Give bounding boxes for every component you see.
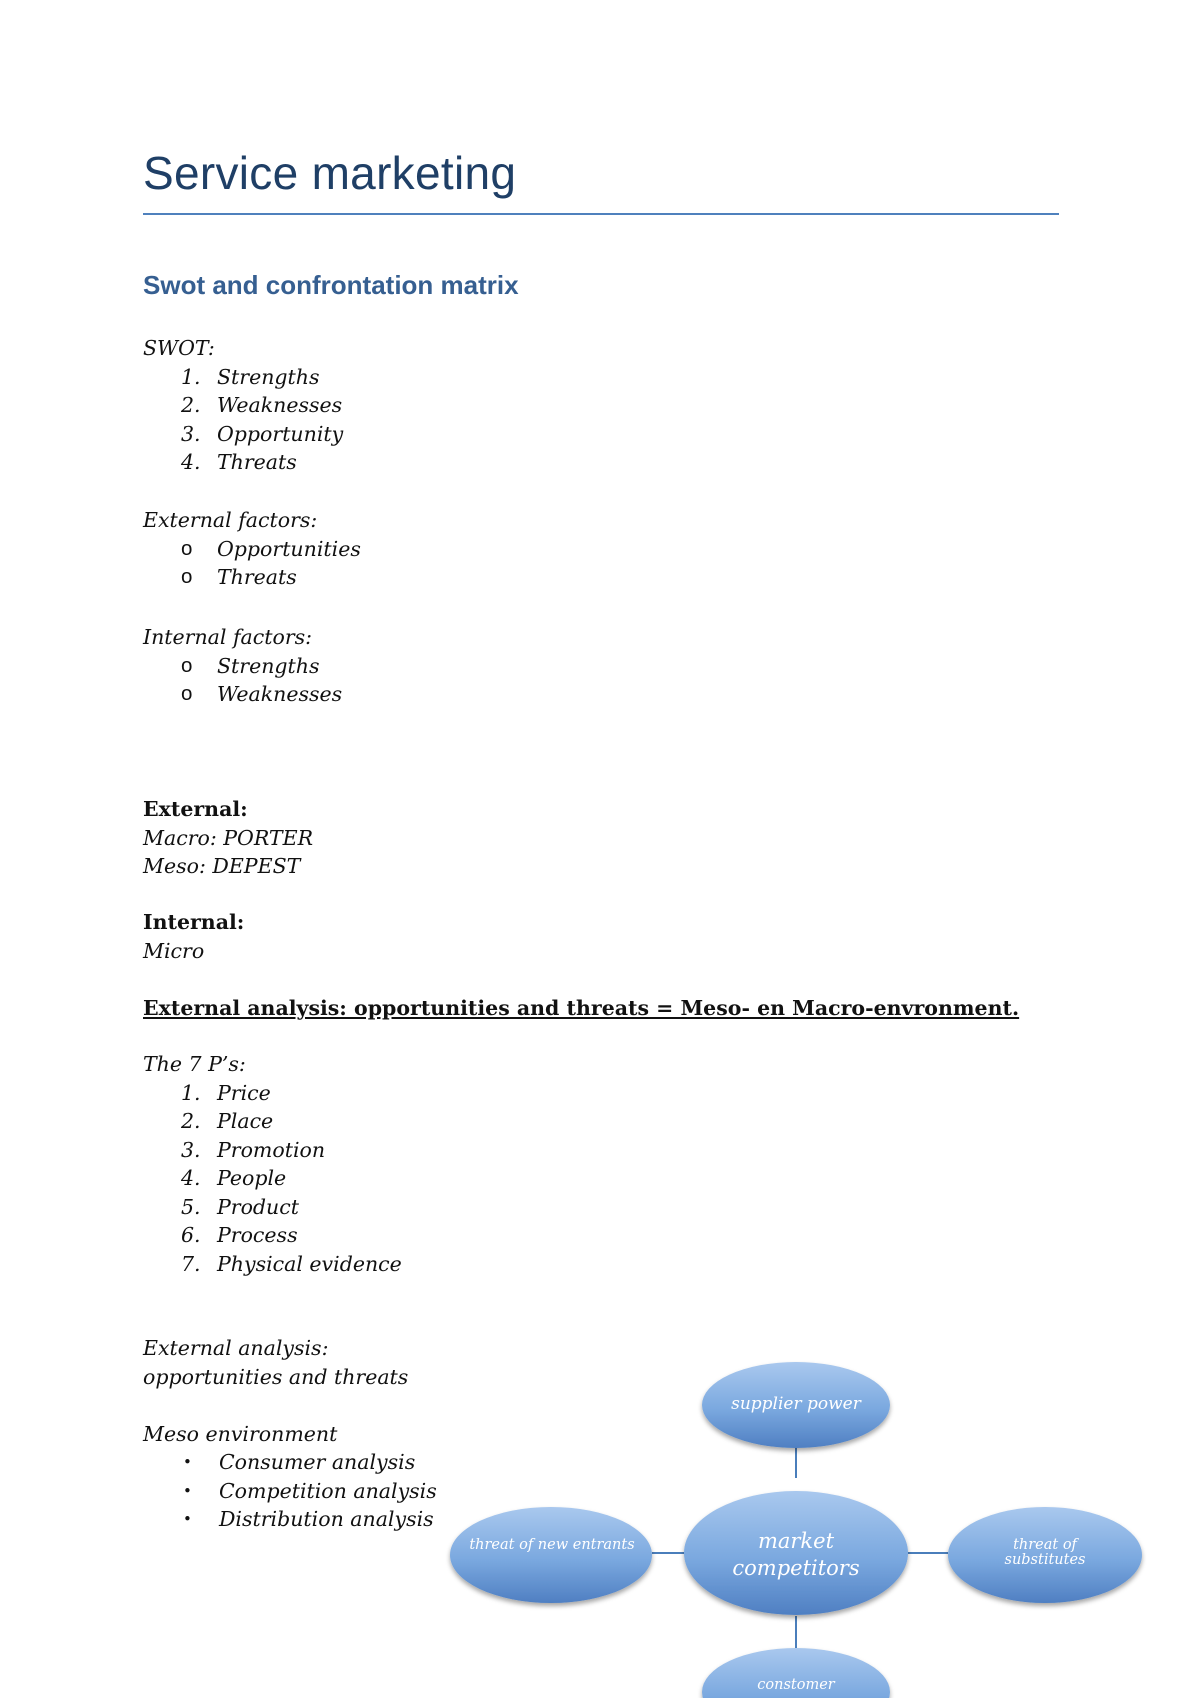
- swot-label: SWOT:: [143, 336, 215, 360]
- external-analysis-line1: External analysis:: [143, 1336, 329, 1360]
- list-item: [143, 1221, 402, 1250]
- list-item: [143, 652, 342, 681]
- bullet-icon: •: [183, 1453, 192, 1471]
- list-item: [143, 420, 343, 449]
- internal-micro-line: Micro: [143, 938, 205, 963]
- node-label-bottom: constomer: [757, 1677, 835, 1693]
- external-analysis-heading-section: [143, 994, 1019, 1023]
- meso-environment-list: [143, 1448, 437, 1534]
- list-item-text: People: [217, 1166, 287, 1190]
- external-analysis-line2: opportunities and threats: [143, 1364, 409, 1389]
- internal-factors-section: [143, 623, 342, 709]
- external-analysis-heading: External analysis: opportunities and threats = Meso- en Macro-envronment.: [143, 996, 1020, 1020]
- external-label: External:: [143, 797, 248, 821]
- list-item: [143, 448, 343, 477]
- list-number: 2.: [181, 1109, 201, 1133]
- bullet-icon: •: [183, 1481, 192, 1500]
- list-item-text: Promotion: [217, 1137, 326, 1162]
- list-item-text: Physical evidence: [217, 1251, 402, 1276]
- list-item-text: Weaknesses: [217, 682, 343, 706]
- list-item-text: Process: [217, 1223, 298, 1247]
- internal-factors-label: Internal factors:: [143, 625, 313, 649]
- title-underline-divider: [143, 213, 1059, 215]
- external-meso-line: Meso: DEPEST: [143, 854, 301, 878]
- node-threat-of-new-entrants: [450, 1507, 652, 1603]
- list-item-text: Weaknesses: [217, 393, 343, 417]
- list-item: [143, 1136, 402, 1165]
- node-label-top: supplier power: [731, 1394, 861, 1414]
- list-item-text: Price: [217, 1080, 271, 1105]
- hollow-bullet-icon: o: [181, 536, 193, 560]
- list-item: [143, 1250, 402, 1279]
- porter-five-forces-diagram: [440, 1350, 1200, 1698]
- list-item-text: Strengths: [217, 653, 320, 678]
- list-item: [143, 1477, 437, 1506]
- swot-section: [143, 334, 343, 477]
- list-item: [143, 680, 342, 709]
- list-item: [143, 391, 343, 420]
- external-section: [143, 795, 313, 881]
- list-number: 2.: [181, 393, 201, 417]
- list-item: [143, 1448, 437, 1477]
- list-item-text: Distribution analysis: [219, 1507, 434, 1531]
- external-factors-list: [143, 535, 361, 592]
- external-factors-label: External factors:: [143, 508, 318, 532]
- list-item: [143, 1193, 402, 1222]
- external-macro-line: Macro: PORTER: [143, 825, 314, 850]
- meso-environment-section: [143, 1334, 437, 1534]
- list-item-text: Consumer analysis: [219, 1450, 416, 1474]
- list-item-text: Opportunities: [217, 536, 361, 561]
- list-item-text: Opportunity: [217, 421, 344, 446]
- list-number: 5.: [181, 1194, 201, 1219]
- node-label-right: threat of substitutes: [1004, 1537, 1086, 1569]
- hollow-bullet-icon: o: [181, 653, 193, 677]
- list-number: 4.: [181, 450, 201, 474]
- internal-factors-list: [143, 652, 342, 709]
- list-number: 1.: [181, 1080, 201, 1105]
- list-item: [143, 1164, 402, 1193]
- seven-ps-list: [143, 1079, 402, 1279]
- list-item: [143, 1505, 437, 1534]
- list-item: [143, 1107, 402, 1136]
- list-item: [143, 535, 361, 564]
- list-number: 3.: [181, 1137, 201, 1162]
- list-number: 3.: [181, 421, 201, 446]
- list-number: 4.: [181, 1166, 201, 1190]
- node-label-center: market competitors: [732, 1529, 860, 1581]
- list-item-text: Product: [217, 1194, 299, 1219]
- seven-ps-section: [143, 1050, 402, 1278]
- list-item-text: Threats: [217, 565, 297, 589]
- list-number: 1.: [181, 364, 201, 389]
- list-item-text: Threats: [217, 450, 297, 474]
- list-item-text: Strengths: [217, 364, 320, 389]
- blank-line: [143, 1391, 437, 1420]
- node-label-left: threat of new entrants: [469, 1537, 635, 1553]
- meso-environment-label: Meso environment: [143, 1421, 338, 1446]
- external-factors-section: [143, 506, 361, 592]
- list-item-text: Place: [217, 1109, 274, 1133]
- seven-ps-label: The 7 P’s:: [143, 1052, 246, 1076]
- hollow-bullet-icon: o: [181, 565, 193, 588]
- list-item: [143, 363, 343, 392]
- list-number: 7.: [181, 1251, 201, 1276]
- internal-section: [143, 908, 244, 965]
- list-item: [143, 563, 361, 592]
- bullet-icon: •: [183, 1510, 192, 1528]
- section-heading: Swot and confrontation matrix: [143, 270, 519, 300]
- swot-list: [143, 363, 343, 477]
- internal-label: Internal:: [143, 910, 245, 934]
- list-item-text: Competition analysis: [219, 1478, 437, 1503]
- page-title: Service marketing: [143, 147, 517, 199]
- list-item: [143, 1079, 402, 1108]
- list-number: 6.: [181, 1223, 201, 1247]
- hollow-bullet-icon: o: [181, 682, 193, 705]
